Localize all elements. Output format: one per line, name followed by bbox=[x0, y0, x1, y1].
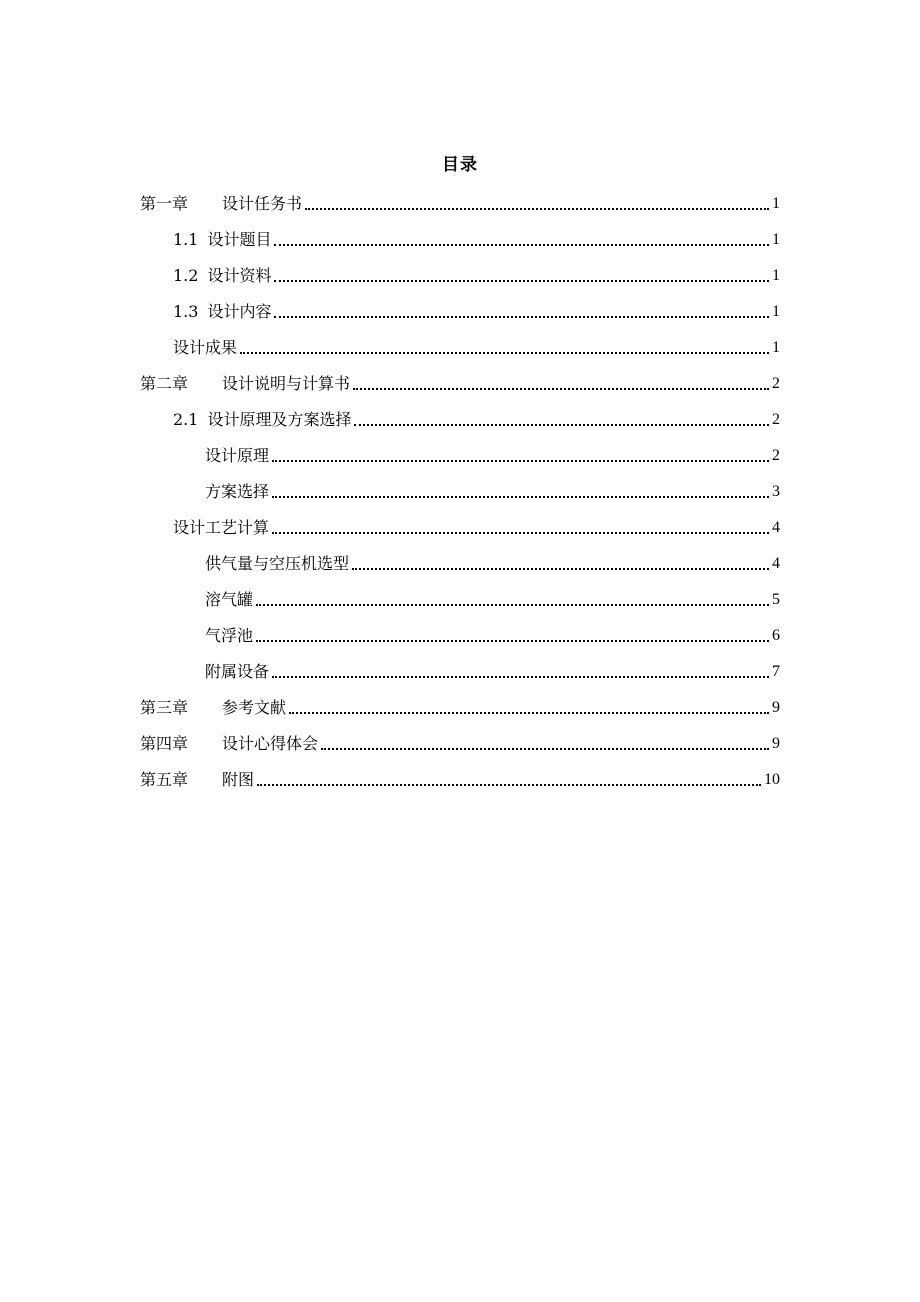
toc-entry-dissolved-air-tank[interactable] bbox=[140, 586, 780, 612]
toc-entry-title: 设计工艺计算 bbox=[173, 518, 270, 537]
toc-entry-title: 附属设备 bbox=[205, 662, 270, 681]
toc-entry-text bbox=[173, 264, 271, 288]
toc-dot-leader bbox=[354, 424, 769, 426]
toc-page-number: 9 bbox=[772, 699, 780, 716]
toc-entry-title: 设计成果 bbox=[173, 338, 238, 357]
toc-page-number: 4 bbox=[772, 555, 780, 572]
toc-dot-leader bbox=[305, 208, 769, 210]
toc-section-number: 1.1 bbox=[173, 230, 199, 249]
toc-page-number: 2 bbox=[772, 375, 780, 392]
toc-entry-text bbox=[140, 768, 254, 792]
toc-entry-title: 设计任务书 bbox=[222, 194, 303, 213]
toc-entry-design-principle[interactable] bbox=[140, 442, 780, 468]
toc-dot-leader bbox=[321, 748, 769, 750]
toc-entry-title: 设计原理及方案选择 bbox=[207, 410, 352, 429]
toc-entry-chapter-4[interactable] bbox=[140, 730, 780, 756]
toc-entry-chapter-2[interactable] bbox=[140, 370, 780, 396]
toc-entry-section-1-1[interactable] bbox=[140, 226, 780, 252]
toc-entry-title: 设计说明与计算书 bbox=[222, 374, 351, 393]
toc-entry-text bbox=[173, 300, 271, 324]
toc-chapter-label: 第二章 bbox=[140, 374, 189, 393]
toc-entry-title: 附图 bbox=[222, 770, 255, 789]
toc-dot-leader bbox=[272, 676, 769, 678]
toc-entry-title: 设计心得体会 bbox=[222, 734, 319, 753]
toc-dot-leader bbox=[272, 532, 769, 534]
toc-section-number: 1.3 bbox=[173, 302, 199, 321]
toc-section-number: 1.2 bbox=[173, 266, 199, 285]
toc-page-number: 2 bbox=[772, 447, 780, 464]
toc-entry-title: 设计原理 bbox=[205, 446, 270, 465]
toc-entry-section-1-3[interactable] bbox=[140, 298, 780, 324]
toc-dot-leader bbox=[272, 460, 769, 462]
toc-page-number: 1 bbox=[772, 303, 780, 320]
toc-title: 目录 bbox=[442, 155, 478, 175]
toc-chapter-label: 第一章 bbox=[140, 194, 189, 213]
toc-page-number: 1 bbox=[772, 195, 780, 212]
toc-entry-scheme-selection[interactable] bbox=[140, 478, 780, 504]
toc-entry-section-2-1[interactable] bbox=[140, 406, 780, 432]
toc-dot-leader bbox=[274, 244, 769, 246]
toc-page-number: 1 bbox=[772, 267, 780, 284]
toc-entry-title: 气浮池 bbox=[205, 626, 254, 645]
toc-page-number: 5 bbox=[772, 591, 780, 608]
toc-entry-text bbox=[140, 372, 350, 396]
toc-page-number: 9 bbox=[772, 735, 780, 752]
toc-page-number: 6 bbox=[772, 627, 780, 644]
toc-entry-title: 设计题目 bbox=[207, 230, 272, 249]
toc-entry-text bbox=[173, 228, 271, 252]
toc-entry-title: 参考文献 bbox=[222, 698, 287, 717]
toc-entry-text bbox=[140, 192, 302, 216]
toc-page-number: 2 bbox=[772, 411, 780, 428]
toc-dot-leader bbox=[353, 388, 769, 390]
toc-dot-leader bbox=[256, 604, 769, 606]
toc-dot-leader bbox=[256, 640, 769, 642]
toc-entry-text bbox=[140, 696, 286, 720]
toc-entry-title: 设计内容 bbox=[207, 302, 272, 321]
toc-entry-text bbox=[173, 408, 351, 432]
toc-entry-title: 供气量与空压机选型 bbox=[205, 554, 350, 573]
toc-entry-air-supply[interactable] bbox=[140, 550, 780, 576]
toc-dot-leader bbox=[257, 784, 761, 786]
toc-dot-leader bbox=[274, 280, 769, 282]
toc-entry-section-1-2[interactable] bbox=[140, 262, 780, 288]
toc-page-number: 4 bbox=[772, 519, 780, 536]
toc-entry-auxiliary-equipment[interactable] bbox=[140, 658, 780, 684]
toc-entry-title: 方案选择 bbox=[205, 482, 270, 501]
toc-section-number: 2.1 bbox=[173, 410, 199, 429]
toc-entry-process-calculation[interactable] bbox=[140, 514, 780, 540]
toc-dot-leader bbox=[272, 496, 769, 498]
toc-page-number: 10 bbox=[764, 771, 780, 788]
toc-page-number: 7 bbox=[772, 663, 780, 680]
toc-entry-title: 溶气罐 bbox=[205, 590, 254, 609]
toc-entry-chapter-3[interactable] bbox=[140, 694, 780, 720]
toc-dot-leader bbox=[289, 712, 769, 714]
toc-entry-title: 设计资料 bbox=[207, 266, 272, 285]
toc-chapter-label: 第五章 bbox=[140, 770, 189, 789]
toc-entry-chapter-1[interactable] bbox=[140, 190, 780, 216]
toc-entry-design-results[interactable] bbox=[140, 334, 780, 360]
toc-dot-leader bbox=[352, 568, 769, 570]
toc-page-number: 3 bbox=[772, 483, 780, 500]
toc-entry-chapter-5[interactable] bbox=[140, 766, 780, 792]
toc-dot-leader bbox=[274, 316, 769, 318]
toc-dot-leader bbox=[240, 352, 769, 354]
toc-chapter-label: 第三章 bbox=[140, 698, 189, 717]
toc-entry-flotation-tank[interactable] bbox=[140, 622, 780, 648]
toc-chapter-label: 第四章 bbox=[140, 734, 189, 753]
toc-entry-text bbox=[140, 732, 318, 756]
toc-page-number: 1 bbox=[772, 339, 780, 356]
toc-page-number: 1 bbox=[772, 231, 780, 248]
